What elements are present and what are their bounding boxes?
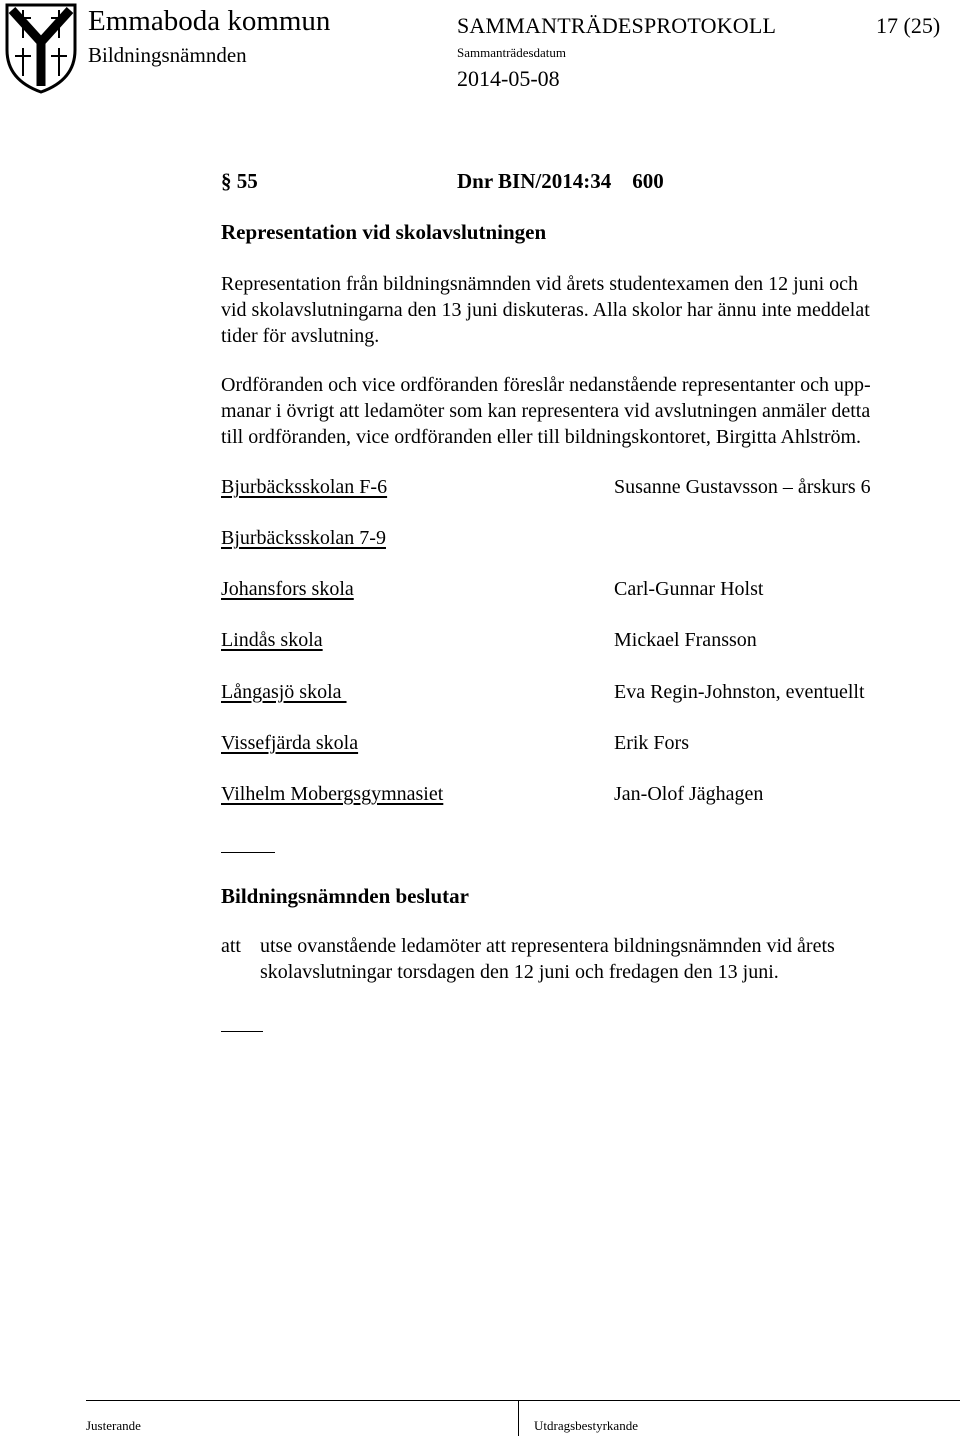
page-number: 17 (25) [876,13,941,38]
proposal-paragraph [221,372,951,450]
document-type: SAMMANTRÄDESPROTOKOLL [457,13,777,38]
footer-rule [86,1400,960,1401]
footer-utdragsbestyrkande-label: Utdragsbestyrkande [534,1418,638,1433]
decision-line: utse ovanstående ledamöter att representera bildningsnämnden vid årets [260,935,835,957]
meeting-date-label: Sammanträdesdatum [457,45,567,60]
proposal-line: Ordföranden och vice ordföranden föreslår nedanstående representanter och upp- [221,374,871,396]
school-name: Vilhelm Mobergsgymnasiet [221,783,444,805]
intro-line: tider för avslutning. [221,325,380,347]
intro-paragraph [221,271,951,349]
school-representative: Jan-Olof Jäghagen [614,783,764,805]
end-rule [221,1031,263,1032]
section-title: Representation vid skolavslutningen [221,220,547,244]
intro-line: vid skolavslutningarna den 13 juni diskuteras. Alla skolor har ännu inte meddelat [221,299,870,321]
decision-heading: Bildningsnämnden beslutar [221,884,470,908]
paragraph-number: § 55 [221,169,258,193]
school-representative: Erik Fors [614,732,689,754]
school-representative: Mickael Fransson [614,629,757,651]
school-representative: Susanne Gustavsson – årskurs 6 [614,476,871,498]
footer-divider [518,1400,519,1436]
decision-att-label: att [221,935,241,957]
school-name: Långasjö skola [221,681,347,703]
proposal-line: till ordföranden, vice ordföranden eller till bildningskontoret, Birgitta Ahlström. [221,426,862,448]
intro-line: Representation från bildningsnämnden vid årets studentexamen den 12 juni och [221,273,859,295]
school-name: Bjurbäcksskolan 7-9 [221,527,386,549]
meeting-date: 2014-05-08 [457,66,560,91]
decision-text [260,933,950,985]
proposal-line: manar i övrigt att ledamöter som kan representera vid avslutningen anmäler detta [221,400,871,422]
municipal-coat-of-arms-icon [3,2,79,94]
footer-justerande-label: Justerande [86,1418,141,1433]
school-name: Bjurbäcksskolan F-6 [221,476,388,498]
school-representative: Carl-Gunnar Holst [614,578,764,600]
case-number: Dnr BIN/2014:34 600 [457,169,664,193]
school-name: Vissefjärda skola [221,732,359,754]
school-name: Johansfors skola [221,578,354,600]
school-representative: Eva Regin-Johnston, eventuellt [614,681,865,703]
organization-name: Emmaboda kommun [88,5,331,37]
separator-rule [221,852,275,853]
school-name: Lindås skola [221,629,323,651]
decision-line: skolavslutningar torsdagen den 12 juni och fredagen den 13 juni. [260,961,779,983]
committee-name: Bildningsnämnden [88,43,247,67]
